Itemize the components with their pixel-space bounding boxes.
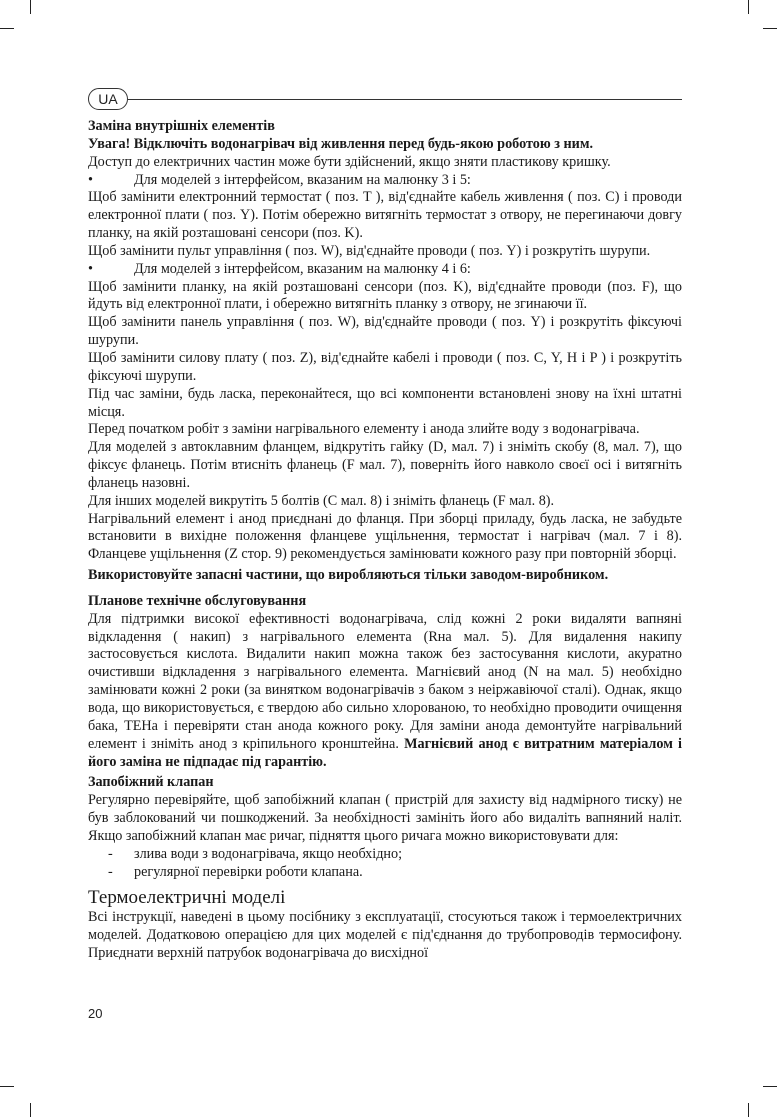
language-badge: UA (88, 88, 128, 110)
dash-text: злива води з водонагрівача, якщо необхідно; (134, 845, 403, 862)
dash-mark: - (108, 845, 113, 862)
paragraph: Для моделей з автоклавним фланцем, відкрутіть гайку (D, мал. 7) і зніміть скобу (8, мал. 7), що фіксує фланець. Потім втисніть фланець (F мал. 7), поверніть його навколо своєї осі і витягніть фланець назовні. (88, 439, 682, 491)
crop-mark (763, 1086, 777, 1087)
paragraph: Перед початком робіт з заміни нагрівального елементу і анода злийте воду з водонагрівача. (88, 421, 640, 438)
paragraph: Всі інструкції, наведені в цьому посібнику з експлуатації, стосуються також і термоелектричних моделей. Додатковою операцією для цих моделей є під'єднання до трубопроводів термосифону. Приєднати верхній патрубок водонагрівача до висхідної (88, 909, 682, 962)
paragraph: Під час заміни, будь ласка, переконайтеся, що всі компоненти встановлені знову на їхні штатні місця. (88, 385, 682, 420)
warning-text: Увага! Відключіть водонагрівач від живлення перед будь-якою роботою з ним. (88, 135, 594, 152)
paragraph (88, 611, 682, 772)
bullet-item (88, 172, 682, 190)
section-title: Заміна внутрішніх елементів (88, 118, 275, 134)
anode-warranty-note: Магнієвий анод є витратним матеріалом і його заміна не підпадає під гарантію. (88, 735, 683, 770)
bullet-text: Для моделей з інтерфейсом, вказаним на малюнку 3 і 5: (134, 171, 471, 188)
page-number: 20 (88, 1006, 103, 1021)
paragraph: Щоб замінити силову плату ( поз. Z), від'єднайте кабелі і проводи ( поз. C, Y, H і P ) і розкрутіть фіксуючі шурупи. (88, 349, 682, 384)
dash-mark: - (108, 863, 113, 880)
crop-mark (30, 0, 31, 14)
paragraph: Щоб замінити пульт управління ( поз. W), від'єднайте проводи ( поз. Y) і розкрутіть шурупи. (88, 242, 651, 259)
bullet-text: Для моделей з інтерфейсом, вказаним на малюнку 4 і 6: (134, 260, 471, 277)
bullet-mark: • (88, 260, 93, 277)
crop-mark (0, 28, 14, 29)
section-title: Запобіжний клапан (88, 774, 214, 791)
paragraph-text: Для підтримки високої ефективності водонагрівача, слід кожні 2 роки видаляти вапняні відкладення ( накип) з нагрівального елемента (Rна мал. 5). Для видалення накипу застосовується кислота. Видалити накип можна також без застосування кислоти, акуратно очистивши відкладення з нагрівального елемента. Магнієвий анод (N на мал. 5) необхідно замінювати кожні 2 роки (за винятком водонагрівачів з баком з неіржавіючої сталі). Однак, якщо вода, що використовується, є твердою або сильно хлорованою, то необхідно проводити очищення бака, ТЕНа і перевіряти стан анода кожного року. Для заміни анода демонтуйте нагрівальний елемент і зніміть анод з кріпильного кронштейна. (88, 610, 682, 752)
section-heading-large: Термоелектричні моделі (88, 887, 286, 909)
dash-list-item (88, 846, 682, 864)
crop-mark (748, 1103, 749, 1117)
paragraph: Доступ до електричних частин може бути здійснений, якщо зняти пластикову кришку. (88, 153, 611, 170)
crop-mark (748, 0, 749, 14)
paragraph: Щоб замінити панель управління ( поз. W), від'єднайте проводи ( поз. Y) і розкрутіть фіксуючі шурупи. (88, 314, 682, 349)
page-header (88, 88, 682, 114)
header-rule (128, 99, 682, 100)
paragraph: Щоб замінити планку, на якій розташовані сенсори (поз. K), від'єднайте проводи (поз. F), що йдуть від електронної плати, і обережно витягніть планку з отвору, не згинаючи її. (88, 278, 682, 313)
dash-text: регулярної перевірки роботи клапана. (134, 863, 363, 880)
bullet-item (88, 261, 682, 279)
dash-list-item (88, 864, 682, 882)
paragraph: Для інших моделей викрутіть 5 болтів (С мал. 8) і зніміть фланець (F мал. 8). (88, 492, 555, 509)
crop-mark (30, 1103, 31, 1117)
crop-mark (763, 28, 777, 29)
paragraph: Нагрівальний елемент і анод приєднані до фланця. При зборці приладу, будь ласка, не забудьте встановити в вихідне положення фланцеве ущільнення, термостат і нагрівач (мал. 7 і 8). Фланцеве ущільнення (Z стор. 9) рекомендується замінювати кожного разу при повторній зборці. (88, 510, 682, 563)
section-title: Планове технічне обслуговування (88, 592, 307, 609)
paragraph: Регулярно перевіряйте, щоб запобіжний клапан ( пристрій для захисту від надмірного тиску) не був заблокований чи пошкоджений. За необхідності замініть його або видаліть вапняний наліт. Якщо запобіжний клапан має ричаг, підняття цього ричага можно використовувати для: (88, 792, 682, 844)
paragraph: Щоб замінити електронний термостат ( поз. T ), від'єднайте кабель живлення ( поз. C) і проводи електронної плати ( поз. Y). Потім обережно витягніть термостат з отвору, не перегинаючи довгу планку, на якій розташовані сенсори (поз. K). (88, 189, 682, 242)
crop-mark (0, 1086, 14, 1087)
bullet-mark: • (88, 171, 93, 188)
document-body (88, 118, 682, 963)
spare-parts-note: Використовуйте запасні частини, що виробляються тільки заводом-виробником. (88, 567, 609, 584)
